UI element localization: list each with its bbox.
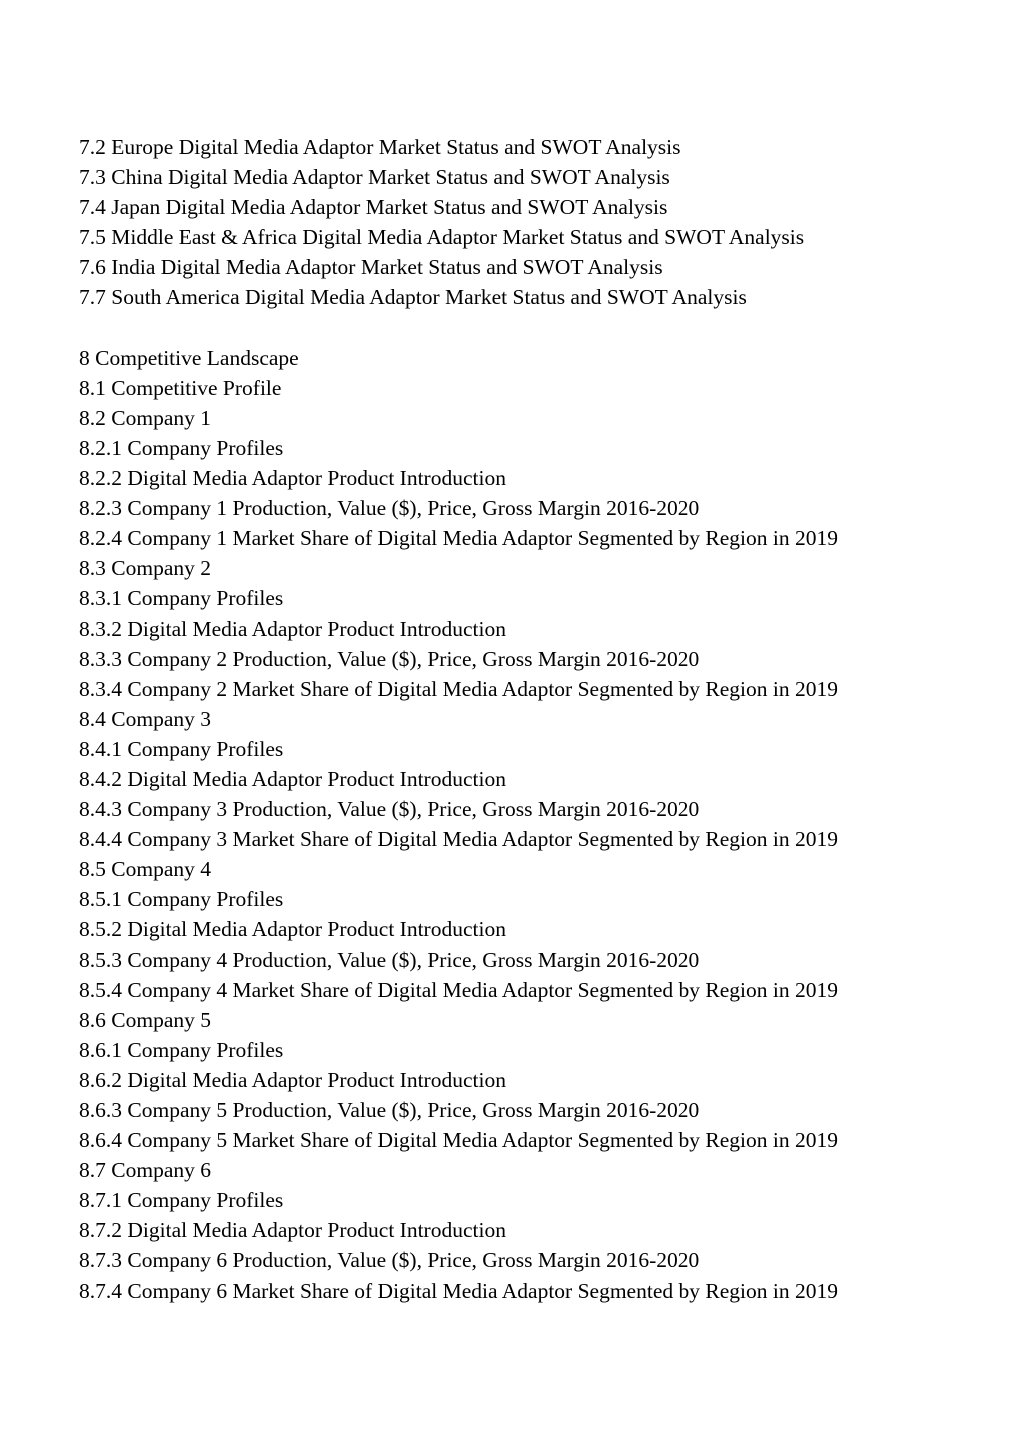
toc-entry: 8.5.1 Company Profiles [79,887,284,912]
toc-heading: 8 Competitive Landscape [79,345,299,370]
toc-entry: 8.4.2 Digital Media Adaptor Product Introduction [79,766,506,791]
table-of-contents [79,132,999,1306]
toc-entry: 8.6 Company 5 [79,1007,211,1032]
toc-entry: 8.2.3 Company 1 Production, Value ($), Price, Gross Margin 2016-2020 [79,496,700,521]
toc-entry: 8.2.1 Company Profiles [79,435,284,460]
toc-entry: 8.4.1 Company Profiles [79,736,284,761]
toc-entry: 8.7.1 Company Profiles [79,1188,284,1213]
toc-entry: 7.6 India Digital Media Adaptor Market Status and SWOT Analysis [79,255,663,280]
toc-entry: 8.5.4 Company 4 Market Share of Digital Media Adaptor Segmented by Region in 2019 [79,977,838,1002]
toc-entry: 8.3.2 Digital Media Adaptor Product Introduction [79,616,506,641]
toc-entry: 8.2.2 Digital Media Adaptor Product Introduction [79,466,506,491]
toc-entry: 7.7 South America Digital Media Adaptor Market Status and SWOT Analysis [79,285,747,310]
toc-entry: 8.5 Company 4 [79,857,211,882]
toc-entry: 7.3 China Digital Media Adaptor Market Status and SWOT Analysis [79,165,670,190]
toc-entry: 7.4 Japan Digital Media Adaptor Market Status and SWOT Analysis [79,195,668,220]
section-spacer [79,313,999,343]
toc-entry: 8.6.4 Company 5 Market Share of Digital Media Adaptor Segmented by Region in 2019 [79,1128,838,1153]
toc-entry: 8.4 Company 3 [79,706,211,731]
toc-entry: 8.7 Company 6 [79,1158,211,1183]
toc-entry: 8.7.4 Company 6 Market Share of Digital Media Adaptor Segmented by Region in 2019 [79,1278,838,1303]
toc-entry: 8.3.1 Company Profiles [79,586,284,611]
toc-entry: 8.6.2 Digital Media Adaptor Product Introduction [79,1067,506,1092]
toc-entry: 8.6.3 Company 5 Production, Value ($), Price, Gross Margin 2016-2020 [79,1098,700,1122]
toc-entry: 8.2 Company 1 [79,405,211,430]
toc-entry: 7.5 Middle East & Africa Digital Media Adaptor Market Status and SWOT Analysis [79,225,805,250]
toc-entry: 8.4.3 Company 3 Production, Value ($), Price, Gross Margin 2016-2020 [79,797,700,822]
toc-entry: 8.6.1 Company Profiles [79,1037,284,1062]
toc-entry: 8.2.4 Company 1 Market Share of Digital Media Adaptor Segmented by Region in 2019 [79,526,838,551]
toc-entry: 8.5.3 Company 4 Production, Value ($), Price, Gross Margin 2016-2020 [79,947,700,972]
toc-entry: 8.3.4 Company 2 Market Share of Digital Media Adaptor Segmented by Region in 2019 [79,676,838,701]
toc-entry: 8.3 Company 2 [79,556,211,581]
toc-entry: 8.3.3 Company 2 Production, Value ($), Price, Gross Margin 2016-2020 [79,646,700,671]
toc-entry: 8.4.4 Company 3 Market Share of Digital Media Adaptor Segmented by Region in 2019 [79,827,838,852]
toc-entry: 8.1 Competitive Profile [79,375,282,400]
toc-entry: 8.5.2 Digital Media Adaptor Product Introduction [79,917,506,942]
toc-entry: 8.7.2 Digital Media Adaptor Product Introduction [79,1218,506,1243]
toc-entry: 8.7.3 Company 6 Production, Value ($), Price, Gross Margin 2016-2020 [79,1248,700,1273]
toc-entry: 7.2 Europe Digital Media Adaptor Market Status and SWOT Analysis [79,135,681,159]
